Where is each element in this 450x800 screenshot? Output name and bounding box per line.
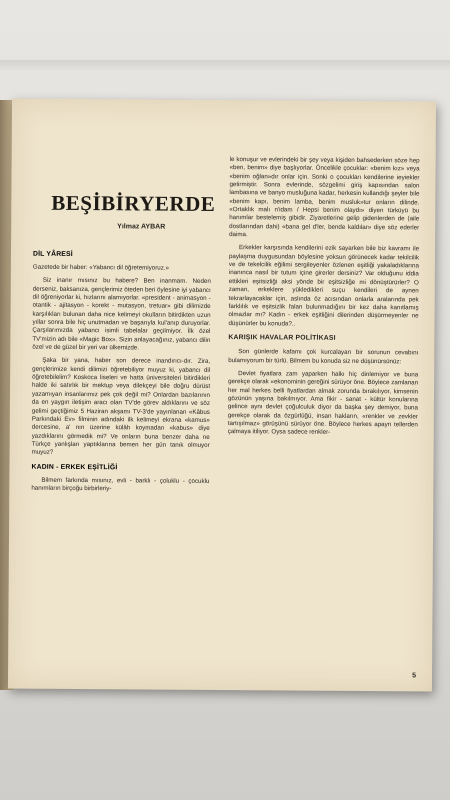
paragraph: Bilmem farkında mısınız, evli - barklı - çoluklu - çocuklu hanımların birçoğu birbirleriy-: [31, 476, 210, 493]
paragraph: le konuşur ve evlerindeki bir şey veya kişiden bahsederken söze hep «ben, benim» diye başlıyorlar. Öncelikle çocuklar: «benim kız» veya «benim oğlan»dır onlar için. Sonki o çocukları kendilerine ieyiekler getirmiştir. Sonra evlerinde, sözgelimi giriş kapısından salon lambasına ve banyo musluğuna kadar, herkesin kullandığı şeyler bile «benim kapı, benim lamba, benim musluk»tur onların dilinde. «Ortaklık malı n'idam / Hepsi benim olaydı» diyen türküyü bu hanımlar bestelemiş gibidir. Ziyaretlerine gelip gidenlerden de (aile dostlarından dahi) «bana gel d'ler, bende kaldılar» diye söz ederler daima.: [229, 156, 420, 239]
paragraph: Gazetede bir haber: «Yabancı dil öğretemiyoruz.»: [32, 263, 170, 272]
section-heading-karisik: KARIŞIK HAVALAR POLİTİKASI: [228, 333, 336, 342]
left-column: [31, 251, 211, 499]
paragraph: Erkekler karşısında kendilerini ezik sayarken bile biz kavramı ile paylaşma duygusundan böylesine yoksun görünecek kadar tekilcilik ve de tekelcilik eğilimi sergileyenler özlenen eşitliği yakaladıklarına inanınca nasıl bir tutum içine girerler dersiniz? Var olduğunu iddia ettikleri eşitsizliği aksi yönde bir eşitsizliğe mi dönüştürürler? O zaman, erkeklere yükledikleri suçu kendileri de aynen tekrarlayacaklar için, aslında öz acısından onlarla aralarında pek farklılık ve eşitsizlik falan bulunmadığını bir kez daha kanıtlamış olmazlar mı? Kadın - erkek eşitliğini dilerinden düşürmeyenler ne düşünürler bu konuda?..: [228, 244, 420, 328]
right-column: [228, 156, 420, 443]
paragraph: Şaka bir yana, haber son derece inandırıcı-dır. Zira, gençlerimize kendi dilimizi öğretebiliyor muyuz ki, yabancı dil öğretebilelim? Koskoca liseleri ve hatta üniversiteleri bitirdikleri halde iki satırlık bir mektup veya dilekçeyi bile doğru dürüst yazamıyan insanlarımız pek çok değil mi? Onlardan bazılarının da en yaygın iletişim aracı olan TV'de görev aldıklarını ve söz gelimi geçtiğimiz 5 Haziran akşamı TV-3'de yayınlanan «Kâbus Parkındaki Ev» filminin adındaki ilk kelimeyi ekrana «kamus» dercesine, a' nın üzerine külâh koymadan «kabus» diye yazdıklarını görmedik mi? Ve onların buna benzer daha ne Türkçe yanlışları yaptıklarına bemen her gün tanık olmuyor muyuz?: [31, 357, 211, 457]
section-heading-dil: DİL YÂRESİ: [32, 250, 73, 258]
article-title: BEŞİBİRYERDE: [51, 190, 216, 216]
section-heading-kadin: KADIN - ERKEK EŞİTLİĞİ: [31, 463, 118, 471]
page-number: 5: [412, 672, 417, 680]
paragraph: Devlet fiyatlara zam yaparken halkı hiç dinlemiyor ve buna gerekçe olarak «ekonominin gereğini sürüyor öne. Böylece zamlanan her mal herkes belli fiyatlardan almak zorunda bırakılıyor, kimsenin gözünün yaşına bakılmıyor. Ama fikir - sanat - kültür konularına gelince aynı devlet çoğulculuk diyor da başka şey demiyor, buna gerekçe olarak da özgürlüğü, insan hakların, «renkler ve zevkler tartışılmaz» görüşünü sürüyor öne. Böylece herkes apayrı tellerden çalmaya itiliyor. Oysa sadece renkler-: [227, 370, 419, 437]
paragraph: Son günlerde kafamı çok kurcalayan bir sorunun cevabını bulamıyorum bir türlü. Bilmem bu konuda siz ne düşünürsünüz:: [228, 348, 419, 365]
author-name: Yılmaz AYBAR: [117, 223, 166, 231]
magazine-page: [8, 99, 436, 692]
paragraph: Siz inanır mısınız bu habere? Ben inanmam. Neden derseniz, baksanıza, gençlerimiz öteden beri öylesine iyi yabancı dil öğreniyorlar ki, hızlarını alamıyorlar. «president - animasyon - otantik - ajitasyon - korekt - mutasyon, tretuar» gibi dilimizde karşılıkları bulunan daha nice kelimeyi okulların bitirdikten uzun yıllar sonra bile hiç unutmadan ve başarıyla kul'anıp duruyorlar. Çarşılarımızda yabancı isimli tabelalar geçilmiyor. İlk özel TV'mizin adı bile «Magic Box». Sizin anlayacağınız, yabancı dilin özel ve de güzel bir yeri var ülkemizde.: [32, 277, 211, 352]
table-surface-shadow: [0, 60, 450, 72]
